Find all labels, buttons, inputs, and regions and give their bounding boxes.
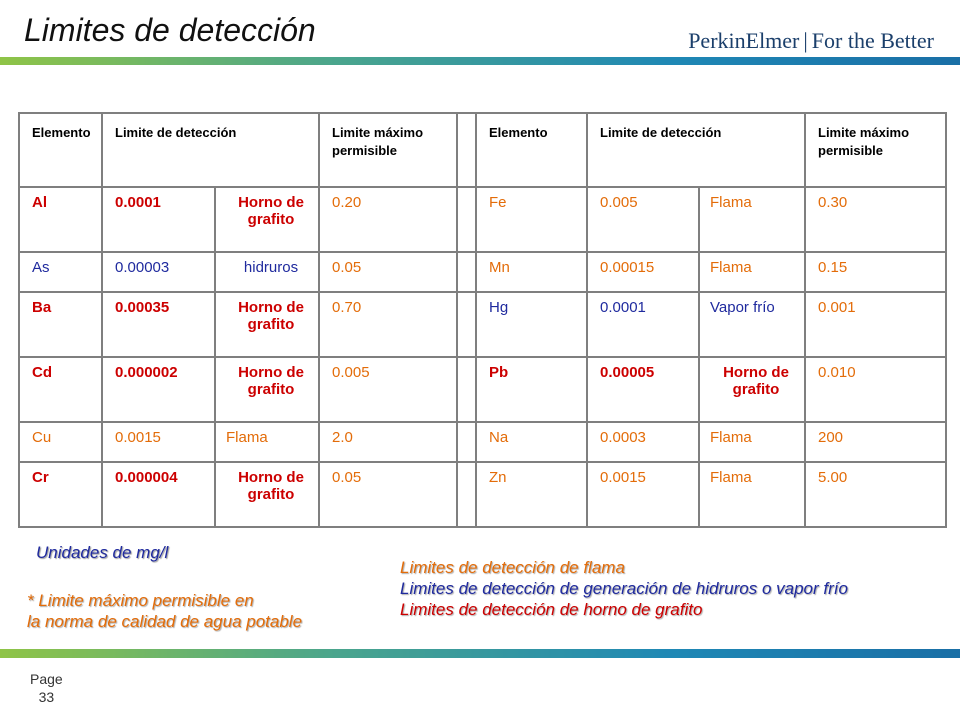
detection-cell: 0.00005 — [587, 357, 699, 422]
table-gap-cell — [457, 462, 476, 527]
detection-cell: 0.0015 — [587, 462, 699, 527]
max-cell: 200 — [805, 422, 946, 463]
element-cell: As — [19, 252, 102, 293]
element-cell: Cd — [19, 357, 102, 422]
detection-cell: 0.000002 — [102, 357, 215, 422]
method-cell: hidruros — [215, 252, 319, 293]
method-cell: Flama — [699, 462, 805, 527]
header-detection-left: Limite de detección — [102, 113, 319, 187]
table-row — [19, 462, 946, 527]
element-cell: Mn — [476, 252, 587, 293]
detection-cell: 0.00015 — [587, 252, 699, 293]
element-cell: Fe — [476, 187, 587, 252]
table-row — [19, 422, 946, 463]
method-cell: Horno de grafito — [699, 357, 805, 422]
element-cell: Zn — [476, 462, 587, 527]
element-cell: Cr — [19, 462, 102, 527]
detection-cell: 0.00003 — [102, 252, 215, 293]
detection-limits-table — [18, 112, 947, 528]
table-header-row — [19, 113, 946, 187]
max-cell: 2.0 — [319, 422, 457, 463]
table-row — [19, 357, 946, 422]
page-number: 33 — [38, 689, 55, 705]
method-cell: Horno de grafito — [215, 462, 319, 527]
table-row — [19, 292, 946, 357]
max-cell: 0.010 — [805, 357, 946, 422]
max-cell: 0.15 — [805, 252, 946, 293]
slide-title: Limites de detección — [24, 12, 316, 48]
page-label: Page — [30, 671, 63, 687]
color-legend — [400, 557, 848, 620]
max-cell: 0.30 — [805, 187, 946, 252]
table-gap-cell — [457, 252, 476, 293]
units-note: Unidades de mg/l — [36, 543, 169, 562]
max-note-line-1: * Limite máximo permisible en — [27, 591, 254, 610]
legend-hydride: Limites de detección de generación de hidruros o vapor frío — [400, 579, 848, 598]
detection-cell: 0.0015 — [102, 422, 215, 463]
detection-cell: 0.005 — [587, 187, 699, 252]
max-cell: 0.05 — [319, 252, 457, 293]
max-permissible-note — [27, 590, 302, 632]
method-cell: Vapor frío — [699, 292, 805, 357]
bottom-gradient-bar — [0, 649, 960, 658]
header-max-right: Limite máximo permisible — [805, 113, 946, 187]
method-cell: Flama — [215, 422, 319, 463]
detection-cell: 0.000004 — [102, 462, 215, 527]
detection-cell: 0.0003 — [587, 422, 699, 463]
element-cell: Na — [476, 422, 587, 463]
element-cell: Pb — [476, 357, 587, 422]
max-cell: 0.70 — [319, 292, 457, 357]
max-cell: 0.001 — [805, 292, 946, 357]
header-detection-right: Limite de detección — [587, 113, 805, 187]
method-cell: Flama — [699, 252, 805, 293]
element-cell: Cu — [19, 422, 102, 463]
legend-flame: Limites de detección de flama — [400, 558, 625, 577]
element-cell: Ba — [19, 292, 102, 357]
brand-separator: | — [803, 28, 808, 53]
header-element-right: Elemento — [476, 113, 587, 187]
table-gap-cell — [457, 113, 476, 187]
method-cell: Horno de grafito — [215, 292, 319, 357]
max-cell: 0.005 — [319, 357, 457, 422]
table-gap-cell — [457, 292, 476, 357]
element-cell: Al — [19, 187, 102, 252]
brand-logo — [688, 28, 934, 54]
table-gap-cell — [457, 187, 476, 252]
max-cell: 0.05 — [319, 462, 457, 527]
table-gap-cell — [457, 422, 476, 463]
method-cell: Flama — [699, 187, 805, 252]
legend-furnace: Limites de detección de horno de grafito — [400, 600, 703, 619]
max-note-line-2: la norma de calidad de agua potable — [27, 612, 303, 631]
detection-cell: 0.0001 — [102, 187, 215, 252]
element-cell: Hg — [476, 292, 587, 357]
detection-cell: 0.00035 — [102, 292, 215, 357]
method-cell: Horno de grafito — [215, 357, 319, 422]
method-cell: Flama — [699, 422, 805, 463]
detection-cell: 0.0001 — [587, 292, 699, 357]
brand-name: PerkinElmer — [688, 28, 800, 53]
page-indicator — [30, 670, 63, 706]
method-cell: Horno de grafito — [215, 187, 319, 252]
header-max-left: Limite máximo permisible — [319, 113, 457, 187]
header-element-left: Elemento — [19, 113, 102, 187]
top-gradient-bar — [0, 57, 960, 65]
table-gap-cell — [457, 357, 476, 422]
max-cell: 0.20 — [319, 187, 457, 252]
max-cell: 5.00 — [805, 462, 946, 527]
brand-tagline: For the Better — [811, 28, 934, 53]
table-row — [19, 187, 946, 252]
table-row — [19, 252, 946, 293]
